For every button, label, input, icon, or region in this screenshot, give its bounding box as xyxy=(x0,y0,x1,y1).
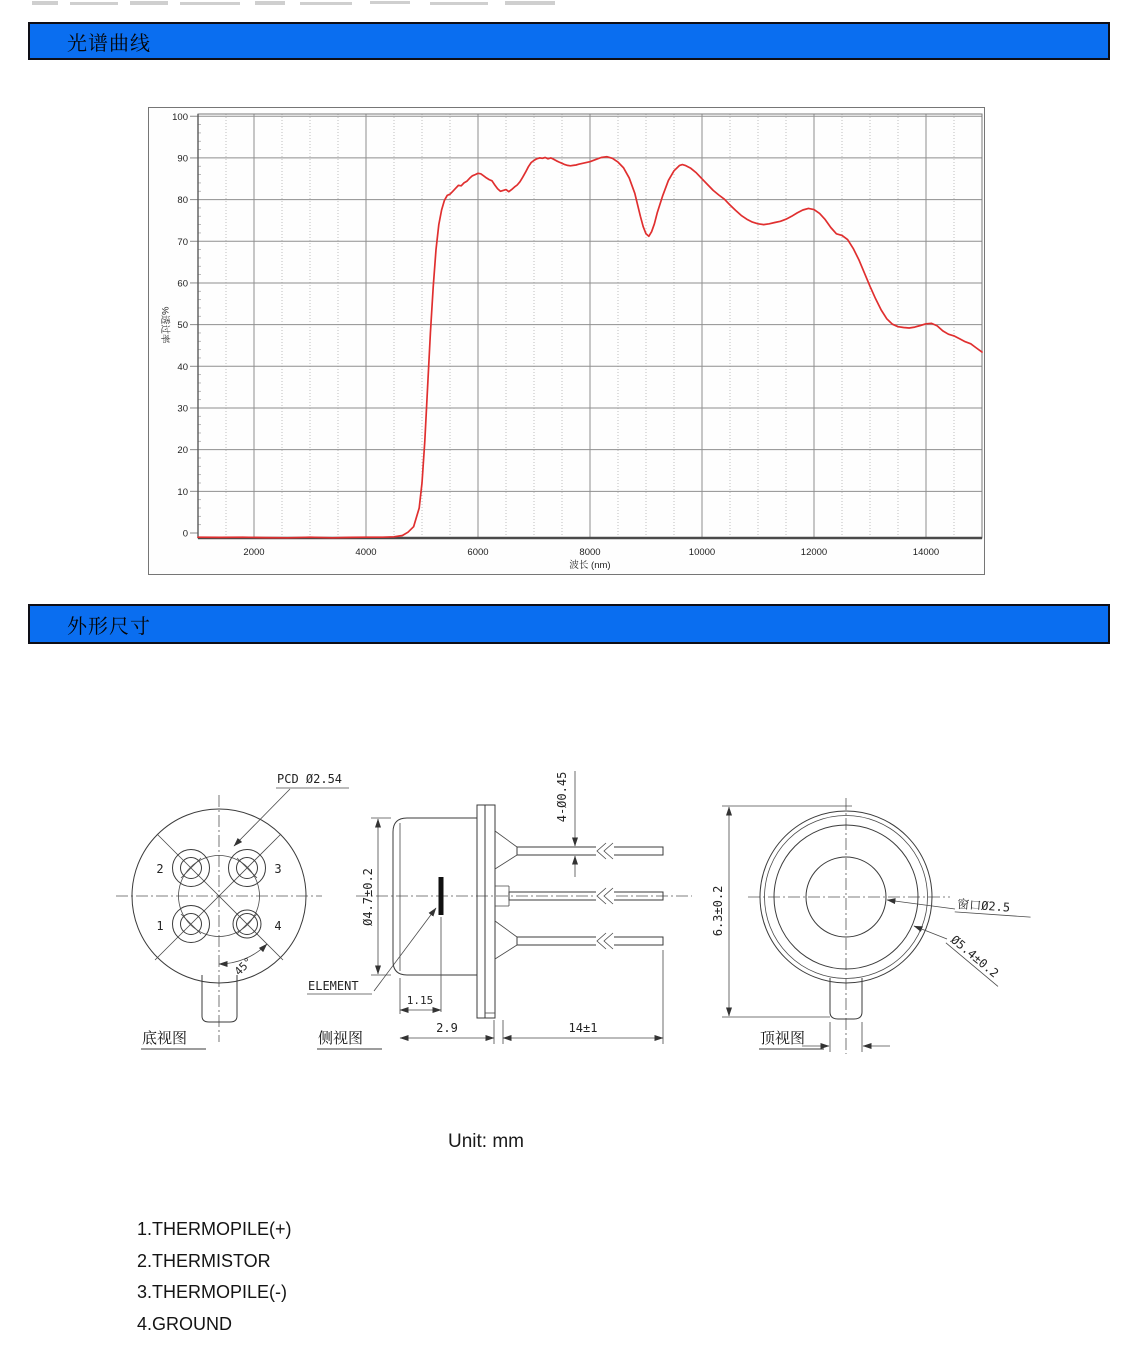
cap-diameter-dim: Ø5.4±0.2 xyxy=(948,932,1002,981)
y-tick-label: 70 xyxy=(177,236,188,248)
x-tick-label: 2000 xyxy=(243,547,265,558)
y-tick-label: 60 xyxy=(177,278,188,290)
flange-outline xyxy=(760,811,932,983)
side-view-label: 侧视图 xyxy=(318,1029,364,1047)
pin-function-item: 3.THERMOPILE(-) xyxy=(137,1282,288,1302)
outline-drawings xyxy=(0,650,1124,1090)
pin-number-2: 2 xyxy=(156,862,164,876)
pin-4 xyxy=(233,910,261,938)
y-tick-label: 30 xyxy=(177,403,188,415)
cap-outline xyxy=(393,818,477,975)
pcd-leader xyxy=(234,789,290,846)
y-tick-label: 0 xyxy=(182,528,188,540)
x-tick-label: 6000 xyxy=(467,547,489,558)
spectral-chart-svg xyxy=(149,108,983,573)
y-tick-label: 10 xyxy=(177,486,188,498)
pin-2 xyxy=(173,850,210,887)
window-dim-group xyxy=(955,896,1032,917)
cap-dia-group xyxy=(946,931,1008,986)
top-view xyxy=(711,798,1032,1054)
y-tick-label: 90 xyxy=(177,153,188,165)
section-title-spectral: 光谱曲线 xyxy=(67,32,151,55)
x-tick-label: 8000 xyxy=(579,547,601,558)
y-tick-label: 100 xyxy=(172,111,188,123)
pin-number-3: 3 xyxy=(274,862,282,876)
y-axis-title: %透过率 xyxy=(159,306,170,344)
pin-top xyxy=(517,843,663,859)
overall-height-dim: 6.3±0.2 xyxy=(711,885,725,937)
pin-function-item: 4.GROUND xyxy=(137,1313,233,1334)
y-tick-label: 20 xyxy=(177,445,188,457)
pin-number-1: 1 xyxy=(156,919,164,933)
pin-seal-bottom xyxy=(495,921,517,959)
bottom-view-label: 底视图 xyxy=(142,1029,188,1047)
pin-function-list xyxy=(137,1214,292,1340)
pin-diameter-dim: 4-Ø0.45 xyxy=(555,771,569,823)
flange-plate xyxy=(485,805,495,1018)
y-tick-label: 40 xyxy=(177,361,188,373)
section-title-outline: 外形尺寸 xyxy=(67,615,151,638)
angle-label: 45° xyxy=(231,954,256,979)
pin-seal-top xyxy=(495,831,517,869)
window-dim: 窗口Ø2.5 xyxy=(956,897,1011,915)
x-tick-label: 12000 xyxy=(800,547,828,558)
x-tick-label: 4000 xyxy=(355,547,377,558)
unit-note: Unit: mm xyxy=(448,1131,524,1152)
pin-function-item: 2.THERMISTOR xyxy=(137,1250,271,1271)
pin-3 xyxy=(229,850,266,887)
pin-length-dim: 14±1 xyxy=(568,1021,598,1035)
pcd-label: PCD Ø2.54 xyxy=(277,772,343,786)
pin-1 xyxy=(173,906,210,943)
flange-plate xyxy=(477,805,485,1018)
element-leader xyxy=(374,908,436,991)
pin-bottom xyxy=(517,933,663,949)
cap-length-dim: 2.9 xyxy=(436,1021,458,1035)
top-view-label: 顶视图 xyxy=(760,1029,806,1047)
diagonal-line xyxy=(155,834,281,960)
x-axis-title: 波长 (nm) xyxy=(569,560,611,571)
x-tick-label: 10000 xyxy=(688,547,716,558)
section-header-spectral xyxy=(28,22,1110,60)
element-label: ELEMENT xyxy=(308,979,359,993)
element-offset-dim: 1.15 xyxy=(406,994,434,1007)
x-tick-label: 14000 xyxy=(912,547,940,558)
y-tick-label: 80 xyxy=(177,195,188,207)
side-view xyxy=(307,771,692,1049)
pin-number-4: 4 xyxy=(274,919,282,933)
spectral-chart xyxy=(148,107,985,575)
section-header-outline xyxy=(28,604,1110,644)
pin-function-item: 1.THERMOPILE(+) xyxy=(137,1219,292,1239)
sensor-element xyxy=(439,877,444,915)
diagonal-line xyxy=(157,834,283,960)
window-leader xyxy=(887,900,955,909)
y-tick-label: 50 xyxy=(177,320,188,332)
bottom-view xyxy=(116,772,349,1049)
cap-diameter-dim: Ø4.7±0.2 xyxy=(361,868,375,926)
